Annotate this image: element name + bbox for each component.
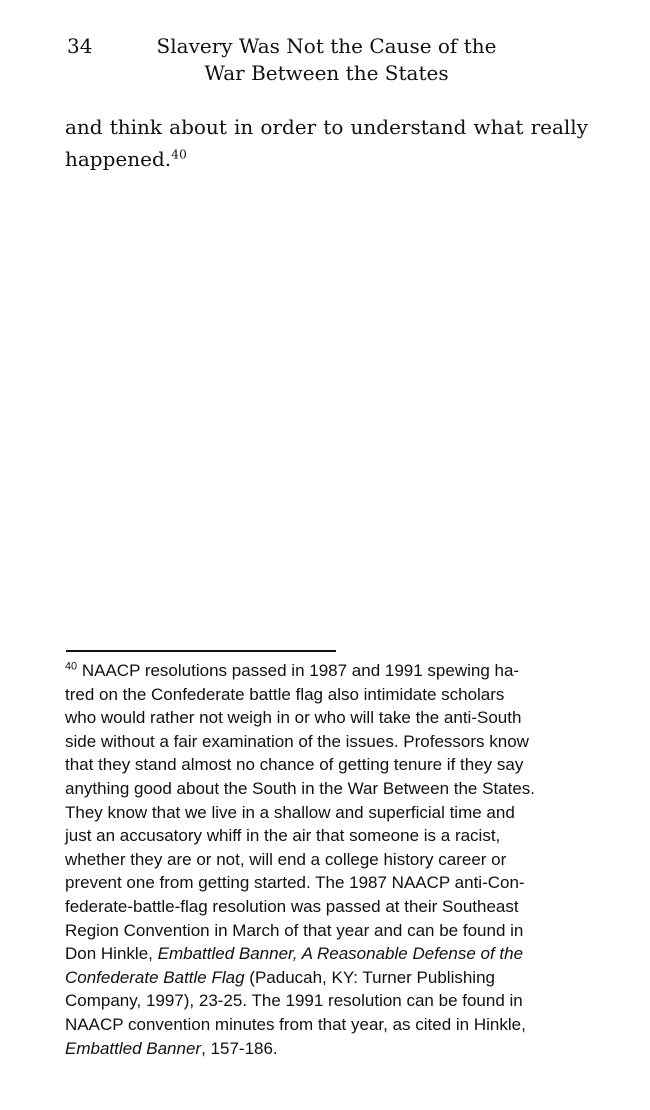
body-paragraph [65, 112, 588, 175]
body-text-line [65, 144, 588, 176]
book-title-italic: Embattled Banner, A Reasonable Defense of the [157, 944, 524, 964]
footnote-line: NAACP convention minutes from that year, as cited in Hinkle, [65, 1014, 526, 1034]
footnote-text: , 157-186. [201, 1038, 278, 1058]
book-title-italic: Confederate Battle Flag [65, 967, 245, 987]
footnote-text: (Paducah, KY: Turner Publishing [244, 967, 495, 987]
page-number: 34 [67, 34, 93, 58]
footnote-line [65, 942, 610, 966]
footnote-line: tred on the Confederate battle flag also intimidate scholars [65, 684, 505, 704]
footnote-line: whether they are or not, will end a college history career or [65, 849, 507, 869]
footnote-line: just an accusatory whiff in the air that someone is a racist, [65, 826, 501, 846]
footnote-line: Company, 1997), 23-25. The 1991 resolution can be found in [65, 991, 523, 1011]
footnote-reference: 40 [171, 145, 187, 161]
book-title-italic: Embattled Banner [65, 1038, 202, 1058]
footnote-marker: 40 [65, 660, 78, 673]
footnote-separator-rule [66, 650, 336, 652]
body-text-line: and think about in order to understand what really [65, 115, 588, 139]
running-title-line-1: Slavery Was Not the Cause of the [156, 34, 497, 58]
footnote-line: federate-battle-flag resolution was passed at their Southeast [65, 896, 519, 916]
running-title-line-2: War Between the States [204, 60, 449, 85]
footnote-line: They know that we live in a shallow and superficial time and [65, 802, 515, 822]
footnote-block [65, 659, 610, 1060]
footnote-text: Don Hinkle, [65, 944, 158, 964]
page-header [65, 33, 588, 86]
footnote-line [65, 659, 610, 683]
footnote-line [65, 966, 610, 990]
footnote-line [65, 1037, 610, 1061]
footnote-line: who would rather not weigh in or who will take the anti-South [65, 708, 522, 728]
footnote-line: that they stand almost no chance of getting tenure if they say [65, 755, 524, 775]
footnote-line: side without a fair examination of the issues. Professors know [65, 731, 529, 751]
body-text-end: happened. [65, 146, 172, 171]
footnote-line: Region Convention in March of that year and can be found in [65, 920, 524, 940]
footnote-text: NAACP resolutions passed in 1987 and 1991 spewing ha- [77, 661, 520, 680]
footnote-line: anything good about the South in the War Between the States. [65, 778, 536, 798]
footnote-line: prevent one from getting started. The 1987 NAACP anti-Con- [65, 873, 525, 893]
